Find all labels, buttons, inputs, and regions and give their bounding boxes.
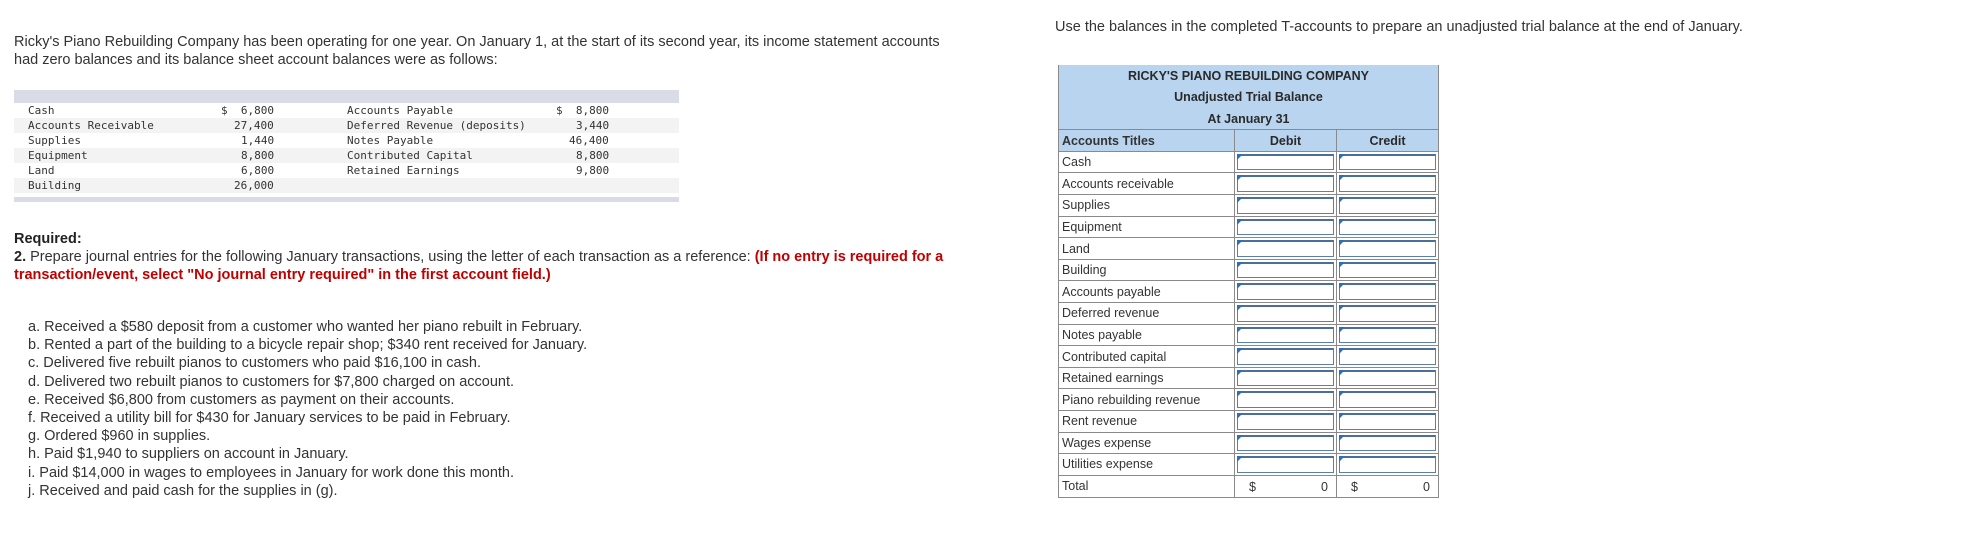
col-header-credit: Credit: [1337, 130, 1439, 152]
transaction-item: e. Received $6,800 from customers as payment on their accounts.: [28, 391, 455, 408]
amount-input-box[interactable]: [1339, 262, 1436, 279]
statement-date: At January 31: [1059, 108, 1439, 130]
debit-input[interactable]: [1235, 324, 1337, 346]
amount-input-box[interactable]: [1237, 456, 1334, 473]
balance-row: [14, 118, 679, 133]
total-credit-value: 0: [1423, 479, 1430, 494]
transaction-item: c. Delivered five rebuilt pianos to customers who paid $16,100 in cash.: [28, 355, 481, 372]
amount-input-box[interactable]: [1237, 413, 1334, 430]
transaction-item: a. Received a $580 deposit from a customer who wanted her piano rebuilt in February.: [28, 319, 583, 335]
asset-amount: 8,800: [241, 149, 275, 162]
debit-input[interactable]: [1235, 432, 1337, 454]
input-marker-icon: [1339, 175, 1345, 181]
input-marker-icon: [1339, 456, 1345, 462]
asset-amount: 6,800: [241, 164, 275, 177]
debit-input[interactable]: [1235, 411, 1337, 433]
debit-input[interactable]: [1235, 216, 1337, 238]
liability-equity-amount: 9,800: [576, 164, 610, 177]
transaction-item: g. Ordered $960 in supplies.: [28, 428, 211, 445]
trial-balance-row: [1059, 173, 1439, 195]
balance-row: [14, 163, 679, 178]
debit-input[interactable]: [1235, 367, 1337, 389]
credit-input[interactable]: [1337, 346, 1439, 368]
input-marker-icon: [1339, 435, 1345, 441]
liability-equity-name: Retained Earnings: [347, 164, 460, 177]
amount-input-box[interactable]: [1237, 219, 1334, 236]
input-marker-icon: [1237, 240, 1243, 246]
account-title: Cash: [1059, 151, 1235, 173]
amount-input-box[interactable]: [1237, 240, 1334, 257]
total-debit-value: 0: [1321, 479, 1328, 494]
input-marker-icon: [1339, 370, 1345, 376]
account-title: Wages expense: [1059, 432, 1235, 454]
credit-input[interactable]: [1337, 151, 1439, 173]
account-title: Notes payable: [1059, 324, 1235, 346]
balance-row: [14, 148, 679, 163]
amount-input-box[interactable]: [1237, 370, 1334, 387]
liability-equity-amount: $ 8,800: [556, 104, 609, 117]
amount-input-box[interactable]: [1237, 305, 1334, 322]
input-marker-icon: [1237, 435, 1243, 441]
required-title: Required:: [14, 231, 82, 247]
input-marker-icon: [1237, 197, 1243, 203]
trial-balance-instruction: Use the balances in the completed T-accounts to prepare an unadjusted trial balance at the end of January.: [1055, 19, 1743, 35]
credit-input[interactable]: [1337, 432, 1439, 454]
account-title: Piano rebuilding revenue: [1059, 389, 1235, 411]
input-marker-icon: [1237, 413, 1243, 419]
amount-input-box[interactable]: [1339, 305, 1436, 322]
amount-input-box[interactable]: [1339, 175, 1436, 192]
account-title: Equipment: [1059, 216, 1235, 238]
required-section: [14, 230, 944, 284]
liability-equity-name: Deferred Revenue (deposits): [347, 119, 526, 132]
liability-equity-amount: 8,800: [576, 149, 610, 162]
required-note: (If no entry is required for a transaction/event, select "No journal entry required" in the first account field.): [14, 249, 944, 283]
amount-input-box[interactable]: [1237, 283, 1334, 300]
input-marker-icon: [1339, 413, 1345, 419]
debit-input[interactable]: [1235, 195, 1337, 217]
input-marker-icon: [1339, 197, 1345, 203]
debit-input[interactable]: [1235, 389, 1337, 411]
transaction-item: f. Received a utility bill for $430 for January services to be paid in February.: [28, 410, 511, 427]
asset-amount: 27,400: [234, 119, 274, 132]
amount-input-box[interactable]: [1339, 240, 1436, 257]
company-name: RICKY'S PIANO REBUILDING COMPANY: [1059, 65, 1439, 87]
intro-text: Ricky's Piano Rebuilding Company has been operating for one year. On January 1, at the start of its second year, its income statement accounts had zero balances and its balance sheet account balances were as follows:: [14, 34, 940, 68]
credit-input[interactable]: [1337, 238, 1439, 260]
liability-equity-name: Contributed Capital: [347, 149, 473, 162]
balance-row: [14, 133, 679, 148]
transaction-item: i. Paid $14,000 in wages to employees in January for work done this month.: [28, 464, 515, 481]
account-title: Supplies: [1059, 195, 1235, 217]
balance-row: [14, 103, 679, 118]
debit-input[interactable]: [1235, 303, 1337, 325]
trial-balance-row: [1059, 324, 1439, 346]
transaction-item: b. Rented a part of the building to a bicycle repair shop; $340 rent received for January.: [28, 337, 588, 354]
debit-input[interactable]: [1235, 346, 1337, 368]
asset-name: Equipment: [28, 149, 88, 162]
trial-balance-row: [1059, 389, 1439, 411]
amount-input-box[interactable]: [1339, 154, 1436, 171]
account-title: Land: [1059, 238, 1235, 260]
input-marker-icon: [1237, 348, 1243, 354]
amount-input-box[interactable]: [1237, 435, 1334, 452]
amount-input-box[interactable]: [1339, 348, 1436, 365]
input-marker-icon: [1339, 391, 1345, 397]
asset-name: Cash: [28, 104, 55, 117]
amount-input-box[interactable]: [1339, 391, 1436, 408]
account-title: Utilities expense: [1059, 454, 1235, 476]
total-label: Total: [1059, 475, 1235, 497]
total-debit-symbol: $: [1249, 479, 1256, 494]
credit-input[interactable]: [1337, 454, 1439, 476]
input-marker-icon: [1339, 348, 1345, 354]
balance-row: [14, 178, 679, 193]
asset-amount: 26,000: [234, 179, 274, 192]
input-marker-icon: [1237, 262, 1243, 268]
amount-input-box[interactable]: [1237, 391, 1334, 408]
input-marker-icon: [1237, 175, 1243, 181]
liability-equity-amount: 46,400: [569, 134, 609, 147]
amount-input-box[interactable]: [1237, 154, 1334, 171]
liability-equity-name: Accounts Payable: [347, 104, 453, 117]
credit-input[interactable]: [1337, 195, 1439, 217]
input-marker-icon: [1339, 283, 1345, 289]
amount-input-box[interactable]: [1339, 327, 1436, 344]
input-marker-icon: [1237, 327, 1243, 333]
credit-input[interactable]: [1337, 303, 1439, 325]
trial-balance-row: [1059, 151, 1439, 173]
credit-input[interactable]: [1337, 411, 1439, 433]
statement-title: Unadjusted Trial Balance: [1059, 87, 1439, 109]
required-number: 2.: [14, 249, 27, 265]
debit-input[interactable]: [1235, 238, 1337, 260]
input-marker-icon: [1237, 456, 1243, 462]
input-marker-icon: [1237, 154, 1243, 160]
trial-balance-row: [1059, 346, 1439, 368]
account-title: Retained earnings: [1059, 367, 1235, 389]
asset-name: Supplies: [28, 134, 81, 147]
amount-input-box[interactable]: [1237, 327, 1334, 344]
input-marker-icon: [1237, 305, 1243, 311]
input-marker-icon: [1339, 305, 1345, 311]
account-title: Building: [1059, 259, 1235, 281]
account-title: Contributed capital: [1059, 346, 1235, 368]
credit-input[interactable]: [1337, 389, 1439, 411]
total-credit: [1337, 475, 1439, 497]
input-marker-icon: [1339, 219, 1345, 225]
trial-balance-row: [1059, 281, 1439, 303]
asset-name: Building: [28, 179, 81, 192]
credit-input[interactable]: [1337, 216, 1439, 238]
amount-input-box[interactable]: [1339, 435, 1436, 452]
asset-name: Accounts Receivable: [28, 119, 154, 132]
trial-balance-row: [1059, 367, 1439, 389]
credit-input[interactable]: [1337, 367, 1439, 389]
trial-balance-row: [1059, 411, 1439, 433]
credit-input[interactable]: [1337, 259, 1439, 281]
input-marker-icon: [1237, 391, 1243, 397]
required-text: Prepare journal entries for the following January transactions, using the letter of each transaction as a reference:: [26, 249, 755, 265]
total-credit-symbol: $: [1351, 479, 1358, 494]
transactions-list: [28, 318, 587, 500]
account-title: Rent revenue: [1059, 411, 1235, 433]
amount-input-box[interactable]: [1339, 413, 1436, 430]
trial-balance-row: [1059, 454, 1439, 476]
col-header-debit: Debit: [1235, 130, 1337, 152]
transaction-item: d. Delivered two rebuilt pianos to customers for $7,800 charged on account.: [28, 373, 515, 390]
input-marker-icon: [1339, 327, 1345, 333]
debit-input[interactable]: [1235, 454, 1337, 476]
credit-input[interactable]: [1337, 173, 1439, 195]
amount-input-box[interactable]: [1237, 348, 1334, 365]
amount-input-box[interactable]: [1339, 370, 1436, 387]
asset-amount: $ 6,800: [221, 104, 274, 117]
total-row: [1059, 475, 1439, 497]
asset-amount: 1,440: [241, 134, 275, 147]
amount-input-box[interactable]: [1237, 197, 1334, 214]
amount-input-box[interactable]: [1339, 197, 1436, 214]
total-debit: [1235, 475, 1337, 497]
account-title: Deferred revenue: [1059, 303, 1235, 325]
trial-balance-row: [1059, 238, 1439, 260]
debit-input[interactable]: [1235, 259, 1337, 281]
liability-equity-name: Notes Payable: [347, 134, 434, 147]
transaction-item: h. Paid $1,940 to suppliers on account in January.: [28, 446, 349, 463]
input-marker-icon: [1237, 219, 1243, 225]
trial-balance-row: [1059, 432, 1439, 454]
amount-input-box[interactable]: [1339, 219, 1436, 236]
trial-balance-row: [1059, 303, 1439, 325]
input-marker-icon: [1339, 262, 1345, 268]
trial-balance-row: [1059, 259, 1439, 281]
table-footer-band: [14, 197, 679, 202]
col-header-accounts: Accounts Titles: [1059, 130, 1235, 152]
debit-input[interactable]: [1235, 173, 1337, 195]
input-marker-icon: [1339, 154, 1345, 160]
debit-input[interactable]: [1235, 151, 1337, 173]
input-marker-icon: [1237, 283, 1243, 289]
amount-input-box[interactable]: [1237, 175, 1334, 192]
input-marker-icon: [1339, 240, 1345, 246]
transaction-item: j. Received and paid cash for the supplies in (g).: [28, 482, 338, 499]
table-header-band: [14, 90, 679, 103]
amount-input-box[interactable]: [1339, 456, 1436, 473]
required-instructions: [14, 248, 944, 284]
amount-input-box[interactable]: [1237, 262, 1334, 279]
trial-balance-row: [1059, 195, 1439, 217]
trial-balance-row: [1059, 216, 1439, 238]
asset-name: Land: [28, 164, 55, 177]
credit-input[interactable]: [1337, 281, 1439, 303]
amount-input-box[interactable]: [1339, 283, 1436, 300]
account-title: Accounts payable: [1059, 281, 1235, 303]
account-title: Accounts receivable: [1059, 173, 1235, 195]
trial-balance-table: [1058, 65, 1439, 498]
liability-equity-amount: 3,440: [576, 119, 610, 132]
debit-input[interactable]: [1235, 281, 1337, 303]
input-marker-icon: [1237, 370, 1243, 376]
opening-balances-table: [14, 90, 679, 202]
credit-input[interactable]: [1337, 324, 1439, 346]
